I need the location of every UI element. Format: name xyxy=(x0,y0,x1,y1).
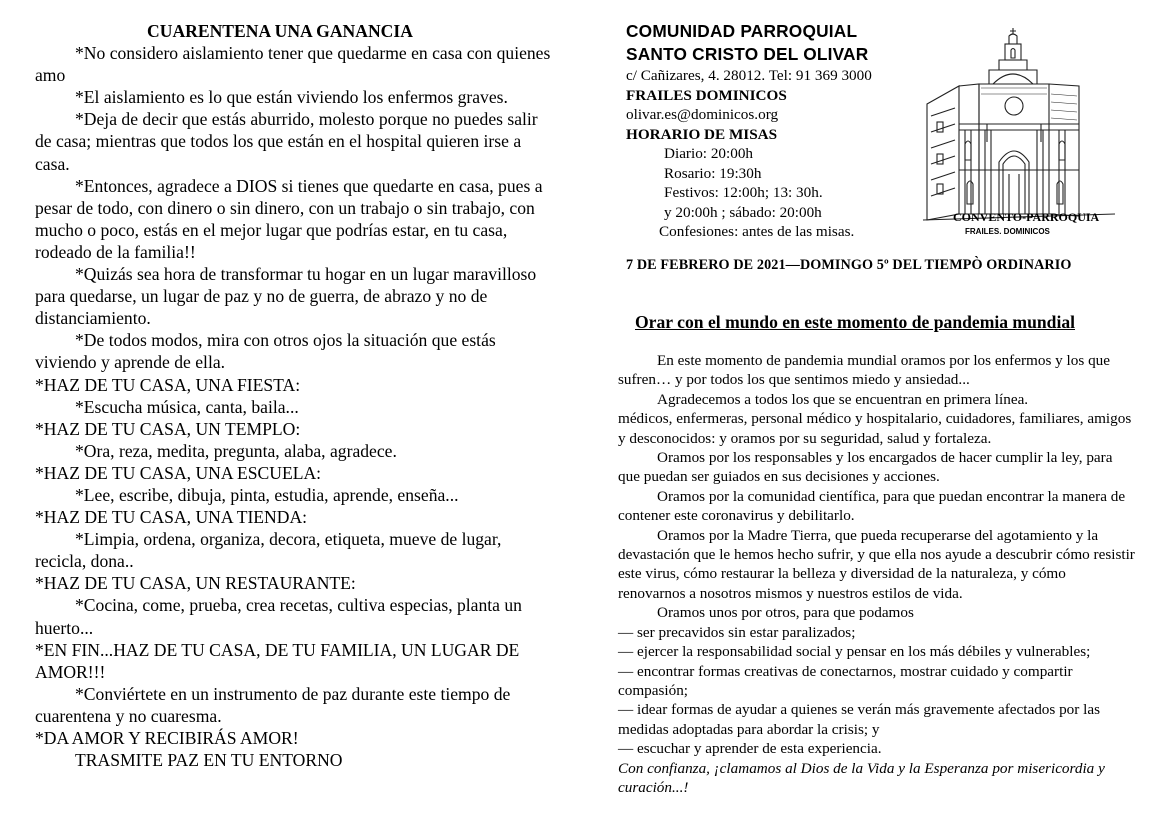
sketch-sub-text: FRAILES. DOMINICOS xyxy=(965,227,1050,236)
article-bullet: — ejercer la responsabilidad social y pensar en los más débiles y vulnerables; xyxy=(618,643,1091,661)
frailes-label: FRAILES DOMINICOS xyxy=(626,86,787,104)
left-paragraph: *No considero aislamiento tener que quedarme en casa con quienes amo xyxy=(35,43,551,86)
left-column xyxy=(35,20,555,771)
left-paragraph: *De todos modos, mira con otros ojos la situación que estás viviendo y aprende de ella. xyxy=(35,330,496,373)
left-subitem: *Ora, reza, medita, pregunta, alaba, agradece. xyxy=(75,440,397,461)
left-title: CUARENTENA UNA GANANCIA xyxy=(147,21,413,41)
left-subitem: *Lee, escribe, dibuja, pinta, estudia, aprende, enseña... xyxy=(75,484,459,505)
article-paragraph: Agradecemos a todos los que se encuentran en primera línea. xyxy=(657,390,1029,408)
article-paragraph: Oramos unos por otros, para que podamos xyxy=(657,604,914,622)
left-paragraph: *Deja de decir que estás aburrido, molesto porque no puedes salir de casa; mientras que todos los que están en el hospital quieren irse a casa. xyxy=(35,109,538,174)
article-bullet: — idear formas de ayudar a quienes se verán más gravemente afectados por las medidas adoptadas para abordar la crisis; y xyxy=(618,701,1100,738)
left-heading: *EN FIN...HAZ DE TU CASA, DE TU FAMILIA, UN LUGAR DE AMOR!!! xyxy=(35,639,520,682)
article-closing: Con confianza, ¡clamamos al Dios de la Vida y la Esperanza por misericordia y curación...! xyxy=(618,759,1105,796)
left-subitem: TRASMITE PAZ EN TU ENTORNO xyxy=(75,750,343,771)
left-paragraph: *El aislamiento es lo que están viviendo los enfermos graves. xyxy=(75,87,508,108)
left-heading: *DA AMOR Y RECIBIRÁS AMOR! xyxy=(35,728,299,748)
schedule-line: Festivos: 12:00h; 13: 30h. xyxy=(664,184,823,201)
schedule-line: y 20:00h ; sábado: 20:00h xyxy=(664,203,822,221)
left-heading: *HAZ DE TU CASA, UN RESTAURANTE: xyxy=(35,573,356,594)
church-sketch-image xyxy=(919,24,1119,240)
schedule-title: HORARIO DE MISAS xyxy=(626,125,778,143)
email-link[interactable]: olivar.es@dominicos.org xyxy=(626,106,779,123)
left-subitem: *Cocina, come, prueba, crea recetas, cultiva especias, planta un huerto... xyxy=(35,595,522,638)
left-heading: *HAZ DE TU CASA, UN TEMPLO: xyxy=(35,418,301,439)
schedule-line: Rosario: 19:30h xyxy=(664,164,762,182)
article-title: Orar con el mundo en este momento de pandemia mundial xyxy=(635,312,1076,332)
confession-line: Confesiones: antes de las misas. xyxy=(659,223,855,240)
article-paragraph: En este momento de pandemia mundial oramos por los enfermos y los que sufren… y por todos los que sentimos miedo y ansiedad... xyxy=(618,352,1110,389)
left-paragraph: *Entonces, agradece a DIOS si tienes que quedarte en casa, pues a pesar de todo, con dinero o sin dinero, con un trabajo o sin trabajo, con mucho o poco, estás en el mejor lugar que podrías estar, en tu casa, rodeado de la familia!! xyxy=(35,175,543,262)
left-heading: *HAZ DE TU CASA, UNA FIESTA: xyxy=(35,374,301,395)
parish-header xyxy=(626,20,926,242)
schedule-line: Diario: 20:00h xyxy=(664,145,754,162)
address: c/ Cañizares, 4. 28012. Tel: 91 369 3000 xyxy=(626,67,872,84)
org-name-line1: COMUNIDAD PARROQUIAL xyxy=(626,21,858,41)
sketch-sign-text: CONVENTO-PARROQUIA xyxy=(953,210,1100,224)
article-paragraph: Oramos por la comunidad científica, para que puedan encontrar la manera de contener este coronavirus y debilitarlo. xyxy=(618,487,1126,525)
left-heading: *HAZ DE TU CASA, UNA TIENDA: xyxy=(35,507,308,528)
left-paragraph: *Quizás sea hora de transformar tu hogar en un lugar maravilloso para quedarse, un lugar de paz y no de guerra, de abrazo y no de distanciamiento. xyxy=(35,264,537,329)
article-bullet: — encontrar formas creativas de conectarnos, mostrar cuidado y compartir compasión; xyxy=(618,662,1073,699)
article-paragraph: Oramos por los responsables y los encargados de hacer cumplir la ley, para que puedan ser guiados en sus decisiones y acciones. xyxy=(618,449,1113,486)
left-heading: *HAZ DE TU CASA, UNA ESCUELA: xyxy=(35,462,322,483)
left-subitem: *Conviértete en un instrumento de paz durante este tiempo de cuarentena y no cuaresma. xyxy=(35,683,511,726)
org-name-line2: SANTO CRISTO DEL OLIVAR xyxy=(626,44,869,64)
article-bullet: — ser precavidos sin estar paralizados; xyxy=(618,623,856,641)
left-subitem: *Limpia, ordena, organiza, decora, etiqueta, mueve de lugar, recicla, dona.. xyxy=(35,529,502,572)
article-bullet: — escuchar y aprender de esta experiencia. xyxy=(618,740,882,758)
left-subitem: *Escucha música, canta, baila... xyxy=(75,396,299,417)
article-paragraph: Oramos por la Madre Tierra, que pueda recuperarse del agotamiento y la devastación que le hemos hecho sufrir, y que ella nos ayude a descubrir cómo resistir este virus, cómo restaurar la belleza y diversidad de la naturaleza, y cómo renovarnos a nosotros mismos y nuestros estilos de vida. xyxy=(618,526,1135,602)
article-body xyxy=(618,351,1135,797)
article-paragraph: médicos, enfermeras, personal médico y hospitalario, cuidadores, familiares, amigos y desconocidos: y oramos por su seguridad, salud y fortaleza. xyxy=(618,410,1132,447)
liturgical-date: 7 DE FEBRERO DE 2021—DOMINGO 5º DEL TIEMPÒ ORDINARIO xyxy=(626,257,1072,273)
